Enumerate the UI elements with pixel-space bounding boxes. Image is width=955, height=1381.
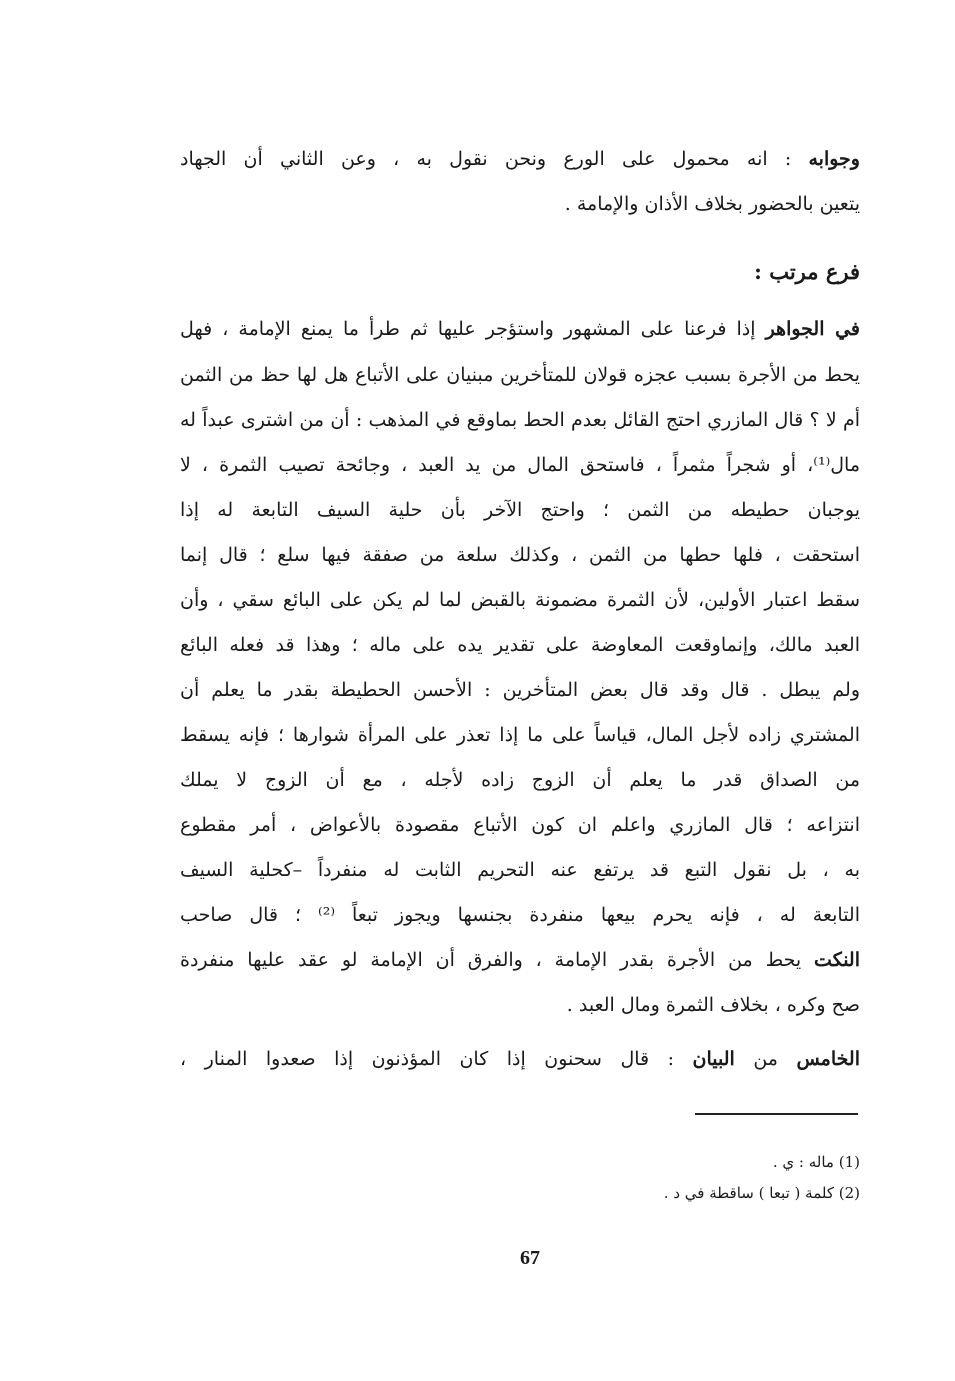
paragraph-2-line-1-text: إذا فرعنا على المشهور واستؤجر عليها ثم طرأ ما يمنع الإمامة ، فهل <box>180 318 756 340</box>
fifth-lead: الخامس <box>796 1048 860 1070</box>
paragraph-2-line: يحط من الأجرة بسبب عجزه قولان للمتأخرين مبنيان على الأتباع هل لها حظ من الثمن <box>180 364 860 386</box>
paragraph-2-line: يوجبان حطيطه من الثمن ؛ واحتج الآخر بأن حلية السيف التابعة له إذا <box>180 499 860 521</box>
paragraph-2-nukat-text: يحط من الأجرة بقدر الإمامة ، والفرق أن الإمامة لو عقد عليها منفردة <box>180 949 802 971</box>
answer-lead: وجوابه <box>808 148 860 170</box>
paragraph-2-line: أم لا ؟ قال المازري احتج القائل بعدم الحط بماوقع في المذهب : أن من اشترى عبداً له <box>180 409 860 431</box>
paragraph-3-text: : قال سحنون إذا كان المؤذنون إذا صعدوا المنار ، <box>180 1048 675 1070</box>
paragraph-2-line: العبد مالك، وإنماوقعت المعاوضة على تقدير يده على ماله ؛ وهذا قد فعله البائع <box>180 634 860 656</box>
footnote-1: (1) ماله : ي . <box>772 1153 860 1171</box>
paragraph-2-line: التابعة له ، فإنه يحرم بيعها منفردة بجنسها ويجوز تبعاً ⁽²⁾ ؛ قال صاحب <box>180 904 860 926</box>
paragraph-2-line-1 <box>180 307 860 351</box>
paragraph-2-line: به ، بل نقول التبع قد يرتفع عنه التحريم الثابت له منفرداً –كحلية السيف <box>180 859 860 881</box>
paragraph-2-line: انتزاعه ؛ قال المازري واعلم ان كون الأتباع مقصودة بالأعواض ، أمر مقطوع <box>180 814 860 836</box>
paragraph-2-line: سقط اعتبار الأولين، لأن الثمرة مضمونة بالقبض لما لم يكن على البائع سقي ، وأن <box>180 589 860 611</box>
paragraph-3-min: من <box>753 1048 778 1070</box>
bayan-lead: البيان <box>692 1048 735 1070</box>
paragraph-2-line-nukat <box>180 938 860 982</box>
paragraph-3-line-1 <box>180 1037 860 1081</box>
nukat-lead: النكت <box>814 949 860 971</box>
jawahir-lead: في الجواهر <box>765 318 860 340</box>
page-number: 67 <box>520 1247 540 1269</box>
paragraph-2-line: ولم يبطل . قال وقد قال بعض المتأخرين : الأحسن الحطيطة بقدر ما يعلم أن <box>180 679 860 701</box>
paragraph-1-line-1-text: : انه محمول على الورع ونحن نقول به ، وعن الثاني أن الجهاد <box>180 148 792 170</box>
paragraph-1-line-1 <box>180 137 860 181</box>
paragraph-2-line: من الصداق قدر ما يعلم أن الزوج زاده لأجله ، مع أن الزوج لا يملك <box>180 769 860 791</box>
paragraph-1-line-2: يتعين بالحضور بخلاف الأذان والإمامة . <box>564 193 860 215</box>
section-heading: فرع مرتب : <box>754 259 860 284</box>
paragraph-2-line: مال⁽¹⁾، أو شجراً مثمراً ، فاستحق المال من يد العبد ، وجائحة تصيب الثمرة ، لا <box>180 454 860 476</box>
footnote-divider <box>695 1113 858 1115</box>
footnote-2: (2) كلمة ( تبعا ) ساقطة في د . <box>663 1184 860 1202</box>
paragraph-2-line: استحقت ، فلها حطها من الثمن ، وكذلك سلعة من صفقة فيها سلع ؛ قال إنما <box>180 544 860 566</box>
paragraph-2-line: المشتري زاده لأجل المال، قياساً على ما إذا تعذر على المرأة شوارها ؛ فإنه يسقط <box>180 724 860 746</box>
paragraph-2-last-line: صح وكره ، بخلاف الثمرة ومال العبد . <box>566 994 860 1016</box>
